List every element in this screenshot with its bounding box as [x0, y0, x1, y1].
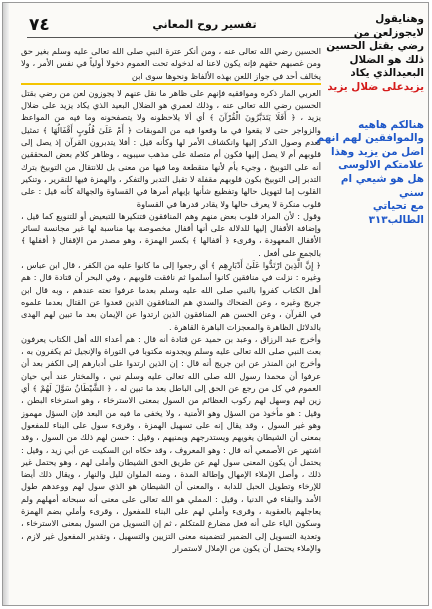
comment-note: هنالكم هاهيه: [358, 118, 424, 131]
margin-note: ذلك هو الضلال: [349, 53, 424, 66]
page-number: ٧٤: [29, 15, 50, 35]
comment-note: هل هو شيعي ام: [340, 172, 424, 185]
comment-note: اضل من يزيد وهذا: [330, 145, 424, 158]
highlight-rule: [21, 83, 321, 85]
margin-note: البعيدالذي يكاد: [350, 67, 424, 80]
comment-note: سني: [399, 186, 424, 199]
margin-note: وهنايقول: [375, 13, 424, 25]
body-paragraph: الحسين رضي الله تعالى عنه ، ومن أنكر عترة النبي صلى الله تعالى عليه وسلم بغير حق ومن غصبهم حقهم فإنه يكون لاعنا له لدخوله تحت العموم دخولا أولياً في نفس الأمر ، ولا يخالف أحد في جواز اللعن بهذه الألفاظ ونحوها سوى ابن: [21, 46, 321, 81]
margin-note: لايجوزلعن من: [353, 26, 424, 39]
comment-note: مع تحياتي: [372, 200, 424, 213]
page-frame: [2, 2, 429, 606]
body-text: [21, 45, 321, 601]
comment-note: علامتكم الالوسى: [338, 159, 424, 172]
page-edge: [3, 3, 9, 605]
note-spacer: [314, 95, 424, 119]
body-paragraph: وقول : لأن المراد قلوب بعض منهم وهم المنافقون فتنكيرها للتبعيض أو للتنويع كما قيل ، وإضافة الأقفال إليها للدلالة على أنها أقفال مخصوصة بها مناسبة لها غير مجانسة لسائر الأقفال المعهودة ، وقرىء ﴿ أقفالها ﴾ بكسر الهمزة ، وهو مصدر من الإقفال ﴿ أقفلها ﴾ بالجمع على أفعل .: [21, 210, 321, 258]
comment-note: والموافقين لهم انهم: [316, 132, 424, 145]
body-paragraph: وأخرج عبد الرزاق ، وعبد بن حميد عن قتادة أنه قال : هم أعداء الله أهل الكتاب يعرفون بعث النبي صلى الله تعالى عليه وسلم ويجدونه مكتوبا في التوراة والإنجيل ثم يكفرون به ، وأخرج ابن المنذر عن ابن جريج أنه قال : إن الذين ارتدوا على أدبارهم إلى الكفر بعد أن عرفوا أن محمدا رسول الله صلى الله تعالى عليه وسلم نبي ، والمختار عند أبي حيان العموم في كل من رجع عن الحق إلى الباطل بعد ما تبين له ، ﴿ الشَّيْطَانُ سَوَّلَ لَهُمْ ﴾ أي زين لهم وسهل لهم ركوب العظائم من السول بمعنى الاسترخاء ، وهو استرخاء البطن ، وقيل : هو مأخوذ من السؤل وهو الأمنية ، ولا يخفى ما فيه من البعد فإن السؤل مهموز وهو غير السول ، وقد يقال إنه على تسهيل الهمزة ، وقرىء سول على البناء للمفعول بمعنى أن الشيطان يغويهم ويستدرجهم ويمنيهم ، وقيل : حسن لهم ذلك من السول ، وقد اشتهر عن الأصمعي أنه قال : وهو المعروف ، وقد حكاه ابن السكيت عن أبي زيد ، وقيل : يحتمل أن يكون المعنى سول لهم عن طريق الحق الشيطان وأملى لهم ، وهو يحتمل غير ذلك ، وأصل الإملاء الإمهال وإطالة المدة ، ومنه الملوان لليل والنهار ، ويقال ذلك أيضا للإرخاء وتطويل الحبل للدابة ، والمعنى أن الشيطان هو الذي سول لهم ووعدهم طول الأمد والبقاء في الدنيا ، وقيل : المملي هو الله تعالى على معنى أنه سبحانه أمهلهم ولم يعاجلهم بالعقوبة ، وقرىء وأملي لهم على البناء للمفعول ، وقرىء وأملي بضم الهمزة وسكون الياء على أنه فعل مضارع للمتكلم ، ثم إن التسويل من السول بمعنى الاسترخاء ، وتعدية التسويل إلى الضمير لتضمينه معنى التزيين والتسهيل ، وتقدير المفعول غير لازم ، والإملاء يحتمل أن يكون من الإملال لاستمرار: [21, 333, 321, 553]
margin-notes: [314, 13, 424, 227]
book-title: تفسير روح المعاني: [152, 18, 257, 31]
margin-note: رضي بقتل الحسين: [326, 40, 424, 53]
body-paragraph: العربي المار ذكره وموافقيه فإنهم على ظاهر ما نقل عنهم لا يجوزون لعن من رضي بقتل الحسين رضي الله تعالى عنه ، وذلك لعمري هو الضلال البعيد الذي يكاد يزيد على ضلال يزيد ، ﴿ أَفَلَا يَتَدَبَّرُونَ الْقُرْآنَ ﴾ أي ألا يلاحظونه ولا يتصفحونه وما فيه من المواعظ والزواجر حتى لا يقعوا في ما وقعوا فيه من الموبقات ﴿ أَمْ عَلَىٰ قُلُوبٍ أَقْفَالُهَا ﴾ تمثيل لعدم وصول الذكر إليها وانكشاف الأمر لها وكأنه قيل : أفلا يتدبرون القرآن إذ يصل إلى قلوبهم أم لا يصل إليها فكون أم متصلة على مذهب سيبويه ، وظاهر كلام بعض المحققين أنه على التوبيخ ، وجيء بأم لأنها منقطعة وما فيها من معنى بل للانتقال من التوبيخ بترك التدبر إلى التوبيخ بكون قلوبهم مقفلة لا تقبل التدبر والتفكر ، والهمزة فيها للتقرير ، وتنكير القلوب إما لتهويل حالها وتفظيع شأنها بإبهام أمرها في القساوة والجهالة كأنه قيل : على قلوب منكرة لا يعرف حالها ولا يقادر قدرها في القساوة: [21, 87, 321, 209]
margin-note-highlight: يزيدعلى ضلال يزيد: [327, 80, 424, 93]
body-paragraph: ﴿ إِنَّ الَّذِينَ ارْتَدُّوا عَلَىٰ أَدْبَارِهِم ﴾ أي رجعوا إلى ما كانوا عليه من الكفر ، قال ابن عباس ، وغيره : نزلت في منافقين كانوا أسلموا ثم نافقت قلوبهم ، وفي البحر أن قتادة قال : هم أهل الكتاب كفروا بالنبي صلى الله عليه وسلم بعدما عرفوا نعته عندهم ، وبه قال ابن جريج وغيره ، وعن الضحاك والسدي هم المنافقون الذين قعدوا عن القتال بعدما علموه في القرآن ، وعن الحسن هم المنافقون الذين ارتدوا عن الإيمان بعد ما تبين لهم الهدى بالدلائل الظاهرة والمعجزات الباهرة القاهرة .: [21, 260, 321, 332]
comment-note-signature: الطالب٣١٣: [368, 213, 424, 226]
